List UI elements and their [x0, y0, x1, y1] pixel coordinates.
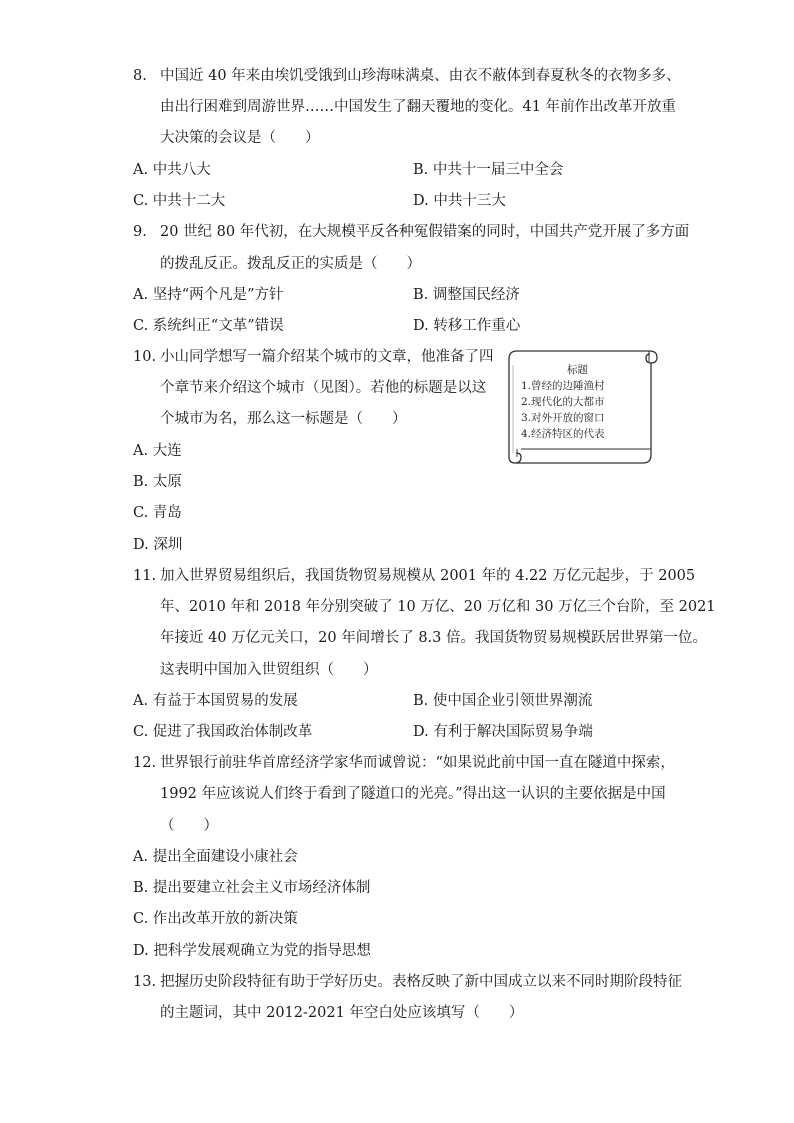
option-d[interactable]: D. 中共十三大 — [413, 193, 506, 209]
question-number: 8. — [133, 68, 147, 84]
option-c[interactable]: C. 中共十二大 — [133, 193, 226, 209]
scroll-item: 3.对外开放的窗口 — [521, 412, 605, 424]
question-text-line: 把握历史阶段特征有助于学好历史。表格反映了新中国成立以来不同时期阶段特征 — [160, 974, 682, 990]
scroll-item: 4.经济特区的代表 — [521, 428, 605, 440]
scroll-item: 1.曾经的边陲渔村 — [521, 380, 605, 392]
option-b[interactable]: B. 提出要建立社会主义市场经济体制 — [133, 880, 371, 896]
option-d[interactable]: D. 有利于解决国际贸易争端 — [413, 724, 593, 740]
option-a[interactable]: A. 有益于本国贸易的发展 — [133, 693, 298, 709]
option-b[interactable]: B. 调整国民经济 — [413, 287, 520, 303]
question-text-line: 的拨乱反正。拨乱反正的实质是（ ） — [160, 256, 421, 272]
question-text-line: （ ） — [160, 818, 218, 834]
option-a[interactable]: A. 提出全面建设小康社会 — [133, 849, 298, 865]
question-text-line: 加入世界贸易组织后，我国货物贸易规模从 2001 年的 4.22 万亿元起步，于 2005 — [160, 568, 696, 584]
scroll-title: 标题 — [567, 364, 588, 376]
option-d[interactable]: D. 深圳 — [133, 537, 183, 553]
question-number: 10. — [133, 349, 157, 365]
question-number: 9. — [133, 224, 147, 240]
question-text-line: 1992 年应该说人们终于看到了隧道口的光亮。”得出这一认识的主要依据是中国 — [160, 786, 666, 802]
option-d[interactable]: D. 把科学发展观确立为党的指导思想 — [133, 943, 371, 959]
question-text-line: 个城市为名，那么这一标题是（ ） — [160, 411, 407, 427]
question-text-line: 由出行困难到周游世界……中国发生了翻天覆地的变化。41 年前作出改革开放重 — [160, 99, 677, 115]
scroll-item: 2.现代化的大都市 — [521, 396, 605, 408]
option-c[interactable]: C. 作出改革开放的新决策 — [133, 911, 298, 927]
option-a[interactable]: A. 大连 — [133, 443, 182, 459]
question-text-line: 大决策的会议是（ ） — [160, 130, 320, 146]
question-number: 12. — [133, 755, 157, 771]
option-b[interactable]: B. 中共十一届三中全会 — [413, 162, 564, 178]
option-b[interactable]: B. 使中国企业引领世界潮流 — [413, 693, 593, 709]
option-a[interactable]: A. 中共八大 — [133, 162, 211, 178]
question-text-line: 中国近 40 年来由埃饥受饿到山珍海味满桌、由衣不蔽体到春夏秋冬的衣物多多、 — [160, 68, 681, 84]
option-c[interactable]: C. 促进了我国政治体制改革 — [133, 724, 313, 740]
question-number: 13. — [133, 974, 157, 990]
question-text-line: 年接近 40 万亿元关口，20 年间增长了 8.3 倍。我国货物贸易规模跃居世界第一位。 — [160, 630, 708, 646]
question-number: 11. — [133, 568, 157, 584]
option-a[interactable]: A. 坚持“两个凡是”方针 — [133, 287, 284, 303]
question-text-line: 小山同学想写一篇介绍某个城市的文章，他准备了四 — [160, 349, 494, 365]
question-text-line: 个章节来介绍这个城市（见图）。若他的标题是以这 — [160, 380, 487, 396]
option-c[interactable]: C. 青岛 — [133, 505, 182, 521]
question-text-line: 年、2010 年和 2018 年分别突破了 10 万亿、20 万亿和 30 万亿三个台阶，至 2021 — [160, 599, 716, 615]
question-text-line: 的主题词，其中 2012-2021 年空白处应该填写（ ） — [160, 1005, 524, 1021]
option-b[interactable]: B. 太原 — [133, 474, 182, 490]
option-d[interactable]: D. 转移工作重心 — [413, 318, 521, 334]
scroll-figure — [503, 345, 659, 467]
question-text-line: 20 世纪 80 年代初，在大规模平反各种冤假错案的同时，中国共产党开展了多方面 — [160, 224, 690, 240]
option-c[interactable]: C. 系统纠正“文革”错误 — [133, 318, 284, 334]
question-text-line: 这表明中国加入世贸组织（ ） — [160, 662, 378, 678]
question-text-line: 世界银行前驻华首席经济学家华而诚曾说：“如果说此前中国一直在隧道中探索， — [160, 755, 675, 771]
